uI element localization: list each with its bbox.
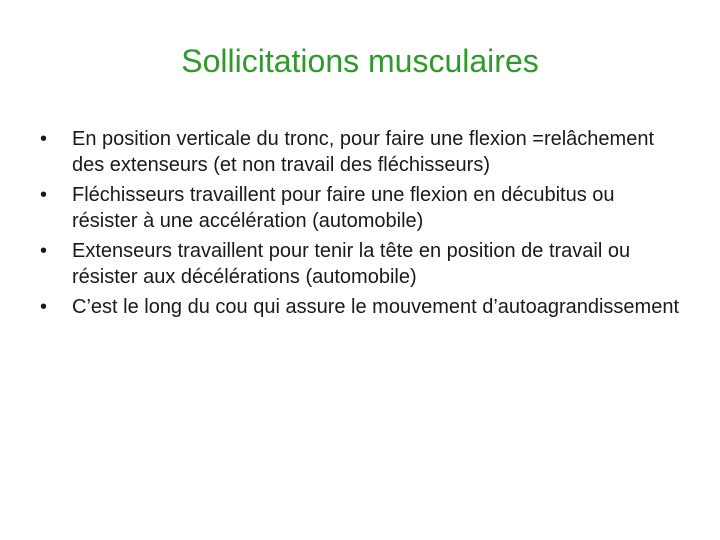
bullet-item [40,238,680,290]
bullet-item [40,182,680,234]
bullet-icon: • [40,184,48,206]
bullet-icon: • [40,128,48,150]
bullet-item [40,294,680,320]
bullet-list [40,126,680,324]
bullet-icon: • [40,240,48,262]
bullet-item [40,126,680,178]
bullet-icon: • [40,296,48,318]
bullet-text: C’est le long du cou qui assure le mouvement d’autoagrandissement [72,296,680,318]
bullet-text: Fléchisseurs travaillent pour faire une flexion en décubitus ou résister à une accélération (automobile) [72,184,615,232]
bullet-text: Extenseurs travaillent pour tenir la tête en position de travail ou résister aux décélérations (automobile) [72,240,631,288]
bullet-text: En position verticale du tronc, pour faire une flexion =relâchement des extenseurs (et non travail des fléchisseurs) [72,128,655,176]
slide-title: Sollicitations musculaires [181,43,539,79]
